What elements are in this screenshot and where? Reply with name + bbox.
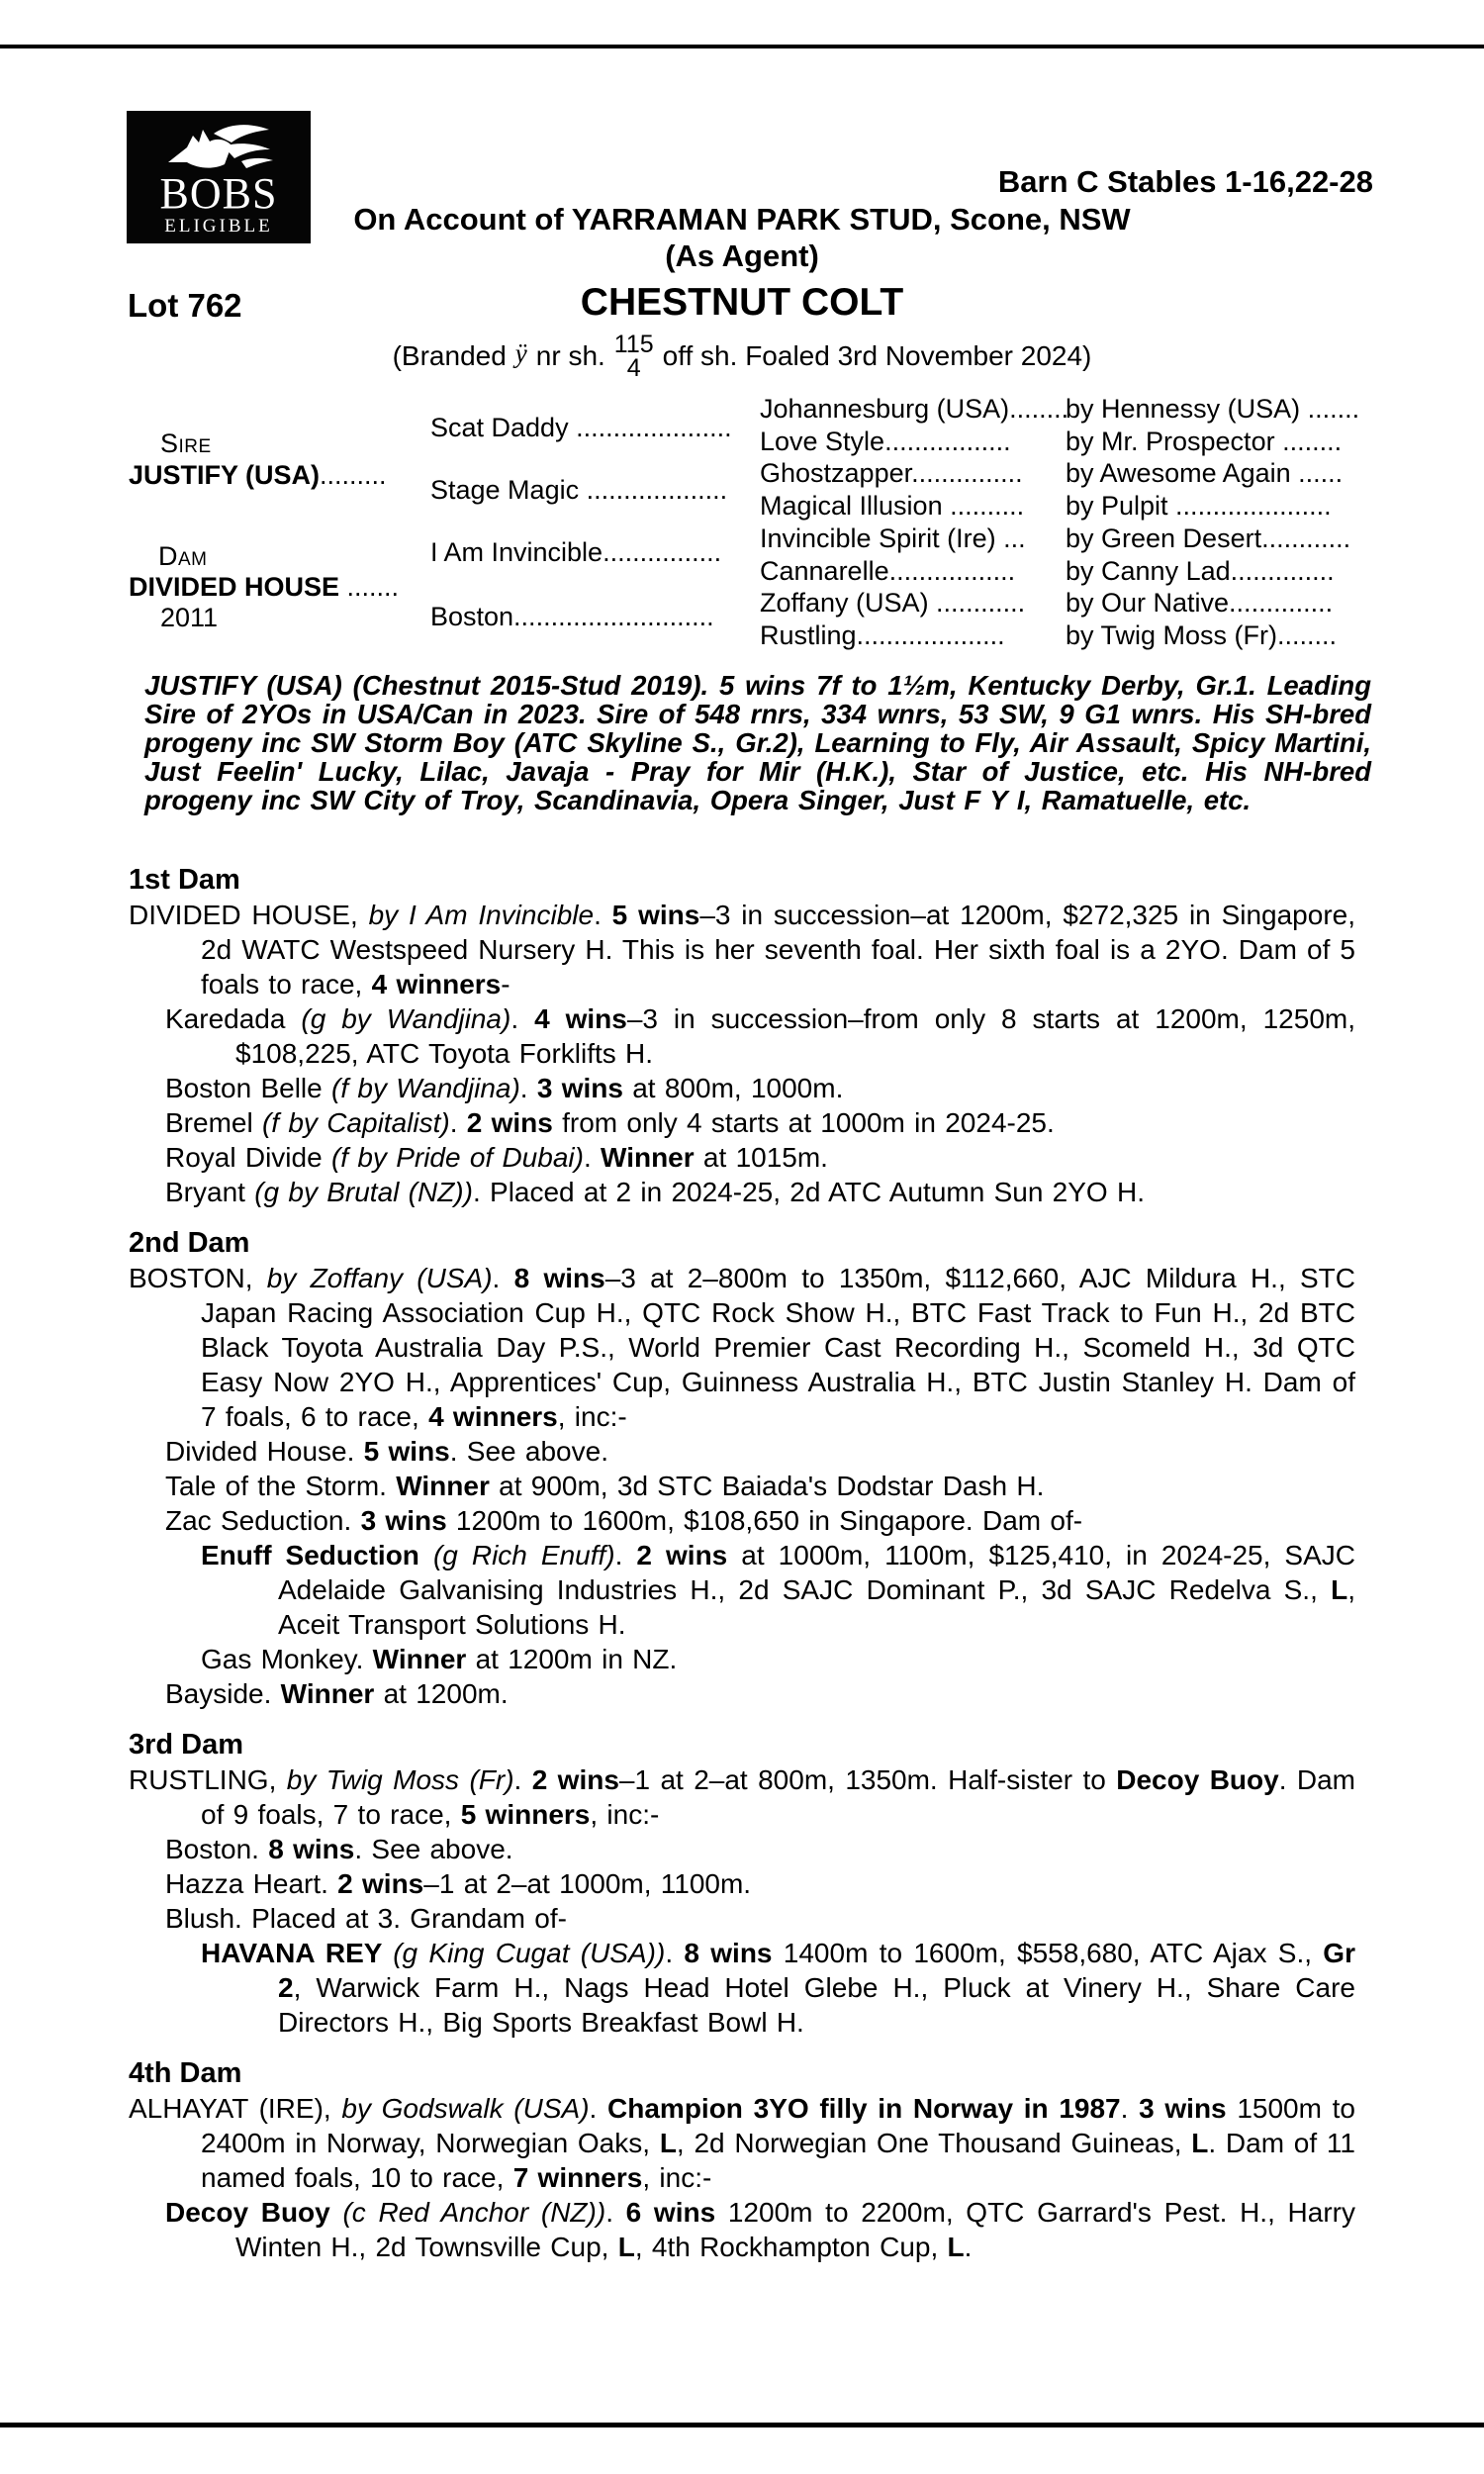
brand-mark-icon: ÿ xyxy=(514,337,527,368)
vendor-account-line: On Account of YARRAMAN PARK STUD, Scone, NSW xyxy=(353,202,1131,237)
cross-sire: by Twig Moss (Fr)........ xyxy=(1066,619,1338,650)
sire-dots: ......... xyxy=(320,460,387,490)
granddam-sire-side: Stage Magic ................... xyxy=(430,475,728,505)
cross-name: Johannesburg (USA)........ xyxy=(760,394,1069,424)
pedigree-paragraph: ALHAYAT (IRE), by Godswalk (USA). Champion 3YO filly in Norway in 1987. 3 wins 1500m to 2400m in Norway, Norwegian Oaks, L, 2d Norwegian One Thousand Guineas, L. Dam of 11 named foals, 10 to race, 7 winners, inc:- xyxy=(129,2093,1356,2193)
logo-text-eligible: ELIGIBLE xyxy=(164,216,273,237)
pedigree-paragraph: Bremel (f by Capitalist). 2 wins from only 4 starts at 1000m in 2024-25. xyxy=(165,1107,1055,1138)
granddam-dam-side: Boston........................... xyxy=(430,602,714,631)
dam-label: Dam xyxy=(158,541,208,571)
pedigree-paragraph: Karedada (g by Wandjina). 4 wins–3 in succession–from only 8 starts at 1200m, 1250m, $108,225, ATC Toyota Forklifts H. xyxy=(165,1003,1355,1069)
pedigree-paragraph: Royal Divide (f by Pride of Dubai). Winner at 1015m. xyxy=(165,1142,828,1173)
sire-summary: JUSTIFY (USA) (Chestnut 2015-Stud 2019). 5 wins 7f to 1½m, Kentucky Derby, Gr.1. Leading Sire of 2YOs in USA/Can in 2023. Sire of 548 rnrs, 334 wnrs, 53 SW, 9 G1 wnrs. His SH-bred progeny inc SW Storm Boy (ATC Skyline S., Gr.2), Learning to Fly, Air Assault, Spicy Martini, Just Feelin' Lucky, Lilac, Javaja - Pray for Mir (H.K.), Star of Justice, etc. His NH-bred progeny inc SW City of Troy, Scandinavia, Opera Singer, Just F Y I, Ramatuelle, etc. xyxy=(144,670,1371,815)
pedigree-paragraph: Divided House. 5 wins. See above. xyxy=(165,1436,608,1467)
pedigree-paragraph: HAVANA REY (g King Cugat (USA)). 8 wins 1400m to 1600m, $558,680, ATC Ajax S., Gr 2, Warwick Farm H., Nags Head Hotel Glebe H., Pluck at Vinery H., Share Care Directors H., Big Sports Breakfast Bowl H. xyxy=(201,1938,1355,2038)
dam-family-sections xyxy=(129,863,1355,2264)
cross-name: Invincible Spirit (Ire) ... xyxy=(760,523,1026,553)
cross-sire: by Mr. Prospector ........ xyxy=(1066,426,1343,456)
dam-section-heading: 4th Dam xyxy=(129,2057,242,2089)
pedigree-table xyxy=(129,391,1375,660)
brand-number-top: 115 xyxy=(613,331,654,358)
dam-foaled-year: 2011 xyxy=(160,603,219,632)
cross-name: Zoffany (USA) ............ xyxy=(760,588,1026,618)
pedigree-paragraph: Zac Seduction. 3 wins 1200m to 1600m, $108,650 in Singapore. Dam of- xyxy=(165,1505,1083,1536)
cross-sire: by Canny Lad.............. xyxy=(1066,555,1335,586)
dam-entry xyxy=(129,572,399,603)
branded-prefix: (Branded xyxy=(392,340,507,371)
cross-sire: by Pulpit ..................... xyxy=(1066,491,1332,522)
grandsire: Scat Daddy ..................... xyxy=(430,413,732,442)
cross-sire: by Awesome Again ...... xyxy=(1066,458,1344,489)
cross-name: Magical Illusion .......... xyxy=(760,491,1025,522)
logo-text-bobs: BOBS xyxy=(159,169,278,218)
pedigree-paragraph: RUSTLING, by Twig Moss (Fr). 2 wins–1 at 2–at 800m, 1350m. Half-sister to Decoy Buoy. Dam of 9 foals, 7 to race, 5 winners, inc:- xyxy=(129,1764,1355,1830)
branded-suffix: off sh. Foaled 3rd November 2024) xyxy=(662,340,1092,371)
pedigree-paragraph: Bayside. Winner at 1200m. xyxy=(165,1678,509,1709)
branded-near-shoulder: nr sh. xyxy=(535,340,605,371)
barn-stables-line: Barn C Stables 1-16,22-28 xyxy=(997,164,1373,199)
pedigree-paragraph: Boston Belle (f by Wandjina). 3 wins at 800m, 1000m. xyxy=(165,1073,844,1103)
cross-sire: by Green Desert............ xyxy=(1066,523,1351,553)
sire-label: Sire xyxy=(160,428,212,458)
dam-section-heading: 1st Dam xyxy=(129,864,240,896)
sire-entry xyxy=(129,460,387,491)
brand-number-fraction xyxy=(614,333,654,380)
cross-sire: by Our Native.............. xyxy=(1066,588,1334,618)
pedigree-paragraph: Tale of the Storm. Winner at 900m, 3d STC Baiada's Dodstar Dash H. xyxy=(165,1471,1045,1501)
pedigree-paragraph: Hazza Heart. 2 wins–1 at 2–at 1000m, 1100m. xyxy=(165,1868,752,1899)
pedigree-paragraph: Boston. 8 wins. See above. xyxy=(165,1834,513,1864)
pedigree-paragraph: BOSTON, by Zoffany (USA). 8 wins–3 at 2–800m to 1350m, $112,660, AJC Mildura H., STC Japan Racing Association Cup H., QTC Rock Show H., BTC Fast Track to Fun H., 2d BTC Black Toyota Australia Day P.S., World Premier Cast Recording H., Scomeld H., 3d QTC Easy Now 2YO H., Apprentices' Cup, Guinness Australia H., BTC Justin Stanley H. Dam of 7 foals, 6 to race, 4 winners, inc:- xyxy=(129,1263,1356,1432)
horse-head-icon xyxy=(127,117,311,172)
cross-sire: by Hennessy (USA) ....... xyxy=(1066,394,1360,424)
as-agent-line: (As Agent) xyxy=(665,238,819,273)
cross-name: Ghostzapper............... xyxy=(760,458,1023,489)
dam-dots: ....... xyxy=(339,572,400,602)
pedigree-paragraph: Gas Monkey. Winner at 1200m in NZ. xyxy=(201,1644,678,1674)
dam-section-heading: 3rd Dam xyxy=(129,1729,244,1760)
pedigree-paragraph: Decoy Buoy (c Red Anchor (NZ)). 6 wins 1200m to 2200m, QTC Garrard's Pest. H., Harry Winten H., 2d Townsville Cup, L, 4th Rockhampton Cup, L. xyxy=(165,2197,1356,2262)
pedigree-paragraph: Bryant (g by Brutal (NZ)). Placed at 2 in 2024-25, 2d ATC Autumn Sun 2YO H. xyxy=(165,1177,1145,1207)
dam-name: DIVIDED HOUSE xyxy=(129,572,340,602)
sire-name: JUSTIFY (USA) xyxy=(129,460,321,490)
bottom-rule xyxy=(0,2423,1484,2427)
horse-description-title: CHESTNUT COLT xyxy=(580,281,904,324)
pedigree-paragraph: Enuff Seduction (g Rich Enuff). 2 wins at 1000m, 1100m, $125,410, in 2024-25, SAJC Adelaide Galvanising Industries H., 2d SAJC Dominant P., 3d SAJC Redelva S., L, Aceit Transport Solutions H. xyxy=(201,1540,1355,1640)
lot-number: Lot 762 xyxy=(128,287,242,324)
top-rule xyxy=(0,45,1484,48)
pedigree-paragraph: DIVIDED HOUSE, by I Am Invincible. 5 wins–3 in succession–at 1200m, $272,325 in Singapore, 2d WATC Westspeed Nursery H. This is her seventh foal. Her sixth foal is a 2YO. Dam of 5 foals to race, 4 winners- xyxy=(129,900,1356,999)
cross-name: Rustling.................... xyxy=(760,619,1005,650)
branded-line xyxy=(0,333,1484,380)
cross-name: Cannarelle................. xyxy=(760,555,1016,586)
grandsire-dam-side: I Am Invincible................ xyxy=(430,537,722,567)
dam-section-heading: 2nd Dam xyxy=(129,1227,250,1259)
pedigree-paragraph: Blush. Placed at 3. Grandam of- xyxy=(165,1903,567,1934)
cross-name: Love Style................. xyxy=(760,426,1011,456)
brand-number-bottom: 4 xyxy=(626,354,641,382)
